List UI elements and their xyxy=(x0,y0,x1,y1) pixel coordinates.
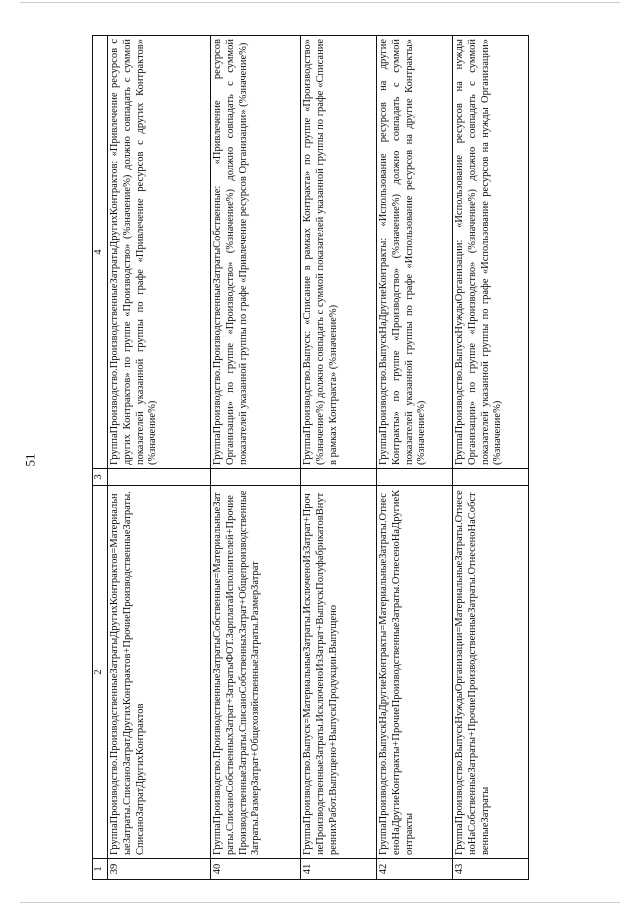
top-rule xyxy=(20,2,620,3)
table-row xyxy=(453,36,529,880)
header-col-1: 1 xyxy=(93,859,108,880)
table-row xyxy=(108,36,211,880)
row-number: 43 xyxy=(453,859,529,880)
empty-cell xyxy=(377,469,453,486)
formula-cell: ГруппаПроизводство.Выпуск=МатериальныеЗатраты.ИсключеноИзЗатрат+ПрочиеПроизводственныеЗатраты.ИсключеноИзЗатрат+ВыпускПолуфабрикатовВнутреннихРабот.Выпущено+ВыпускПродукции.Выпущено xyxy=(301,486,377,859)
page-number: 51 xyxy=(22,453,38,467)
header-col-4: 4 xyxy=(93,36,108,469)
formula-cell: ГруппаПроизводство.ВыпускНаДругиеКонтракты=МатериальныеЗатраты.ОтнесеноНаДругиеКонтракты+ПрочиеПроизводственныеЗатраты.ОтнесеноНаДругиеКонтракты xyxy=(377,486,453,859)
validation-rules-table xyxy=(92,35,529,880)
row-number: 39 xyxy=(108,859,211,880)
row-number: 40 xyxy=(211,859,301,880)
formula-cell: ГруппаПроизводство.ПроизводственныеЗатратыДругихКонтрактов=МатериальныеЗатраты.СписаноЗатратДругихКонтрактов+ПрочиеПроизводственныеЗатраты.СписаноЗатратДругихКонтрактов xyxy=(108,486,211,859)
empty-cell xyxy=(211,469,301,486)
empty-cell xyxy=(453,469,529,486)
header-col-3: 3 xyxy=(93,469,108,486)
table-row xyxy=(301,36,377,880)
rotated-table-container xyxy=(92,35,512,880)
formula-cell: ГруппаПроизводство.ВыпускНуждыОрганизации=МатериальныеЗатраты.ОтнесеноНаСобственныеЗатраты+ПрочиеПроизводственныеЗатраты.ОтнесеноНаСобственныеЗатраты xyxy=(453,486,529,859)
description-cell: ГруппаПроизводство.ВыпускНаДругиеКонтракты: «Использование ресурсов на другие Контракты» по группе «Производство» (%значение%) должно совпадать с суммой показателей указанной группы по графе «Использование ресурсов на другие Контракты» (%значение%) xyxy=(377,36,453,469)
row-number: 42 xyxy=(377,859,453,880)
table-row xyxy=(211,36,301,880)
row-number: 41 xyxy=(301,859,377,880)
formula-cell: ГруппаПроизводство.ПроизводственныеЗатратыСобственные=МатериальныеЗатраты.СписаноСобственныхЗатрат+ЗатратыФОТ.ЗарплатаИсполнителей+ПрочиеПроизводственныеЗатраты.СписаноСобственныхЗатрат+ОбщепроизводственныеЗатраты.РазмерЗатрат+ОбщехозяйственныеЗатраты.РазмерЗатрат xyxy=(211,486,301,859)
table-row xyxy=(377,36,453,880)
description-cell: ГруппаПроизводство.ВыпускНуждыОрганизации: «Использование ресурсов на нужды Организации» по группе «Производство» (%значение%) должно совпадать с суммой показателей указанной группы по графе «Использование ресурсов на нужды Организации» (%значение%) xyxy=(453,36,529,469)
bottom-rule xyxy=(20,902,620,903)
description-cell: ГруппаПроизводство.ПроизводственныеЗатратыСобственные: «Привлечение ресурсов Организации» по группе «Производство» (%значение%) должно совпадать с суммой показателей указанной группы по графе «Привлечение ресурсов Организации» (%значение%) xyxy=(211,36,301,469)
header-row xyxy=(93,36,108,880)
empty-cell xyxy=(108,469,211,486)
header-col-2: 2 xyxy=(93,486,108,859)
description-cell: ГруппаПроизводство.Выпуск: «Списание в рамках Контракта» по группе «Производство» (%значение%) должно совпадать с суммой показателей указанной группы по графе «Списание в рамках Контракта» (%значение%) xyxy=(301,36,377,469)
empty-cell xyxy=(301,469,377,486)
description-cell: ГруппаПроизводство.ПроизводственныеЗатратыДругихКонтрактов: «Привлечение ресурсов с других Контрактов» по группе «Производство» (%значение%) должно совпадать с суммой показателей указанной группы по графе «Привлечение ресурсов с других Контрактов» (%значение%) xyxy=(108,36,211,469)
